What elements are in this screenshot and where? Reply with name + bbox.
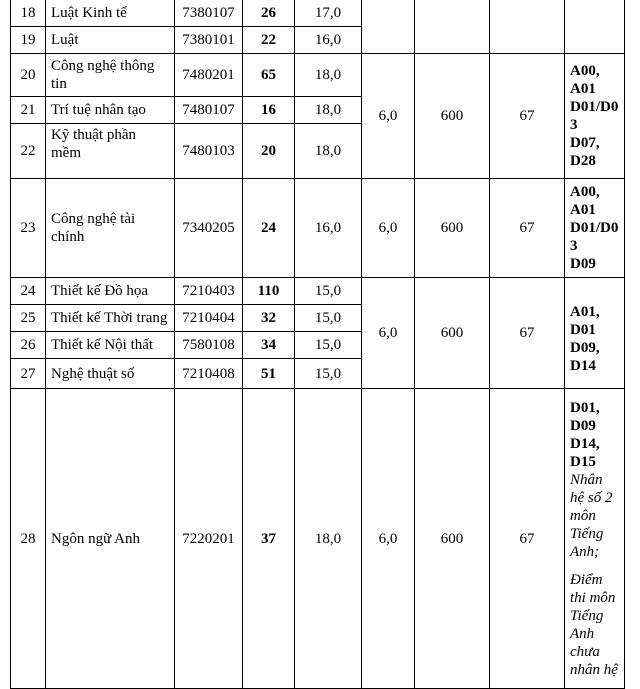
combo-line: 3	[570, 117, 578, 133]
min-score: 17,0	[295, 0, 362, 27]
admissions-table	[10, 0, 625, 689]
major-name: Nghệ thuật số	[46, 359, 175, 389]
percent-value: 67	[490, 389, 565, 689]
threshold-score: 600	[415, 389, 490, 689]
combo-line: D01/D0	[570, 220, 619, 236]
combo-line: D07,	[570, 135, 600, 151]
combo-line: D01,	[570, 399, 600, 416]
quota: 22	[243, 27, 295, 54]
combo-line: D01	[570, 322, 596, 338]
table-row	[11, 389, 625, 689]
min-score: 15,0	[295, 359, 362, 389]
subject-combination	[565, 278, 625, 389]
empty-cell	[490, 0, 565, 54]
table-row	[11, 54, 625, 97]
major-name: Luật	[46, 27, 175, 54]
major-code: 7210404	[175, 305, 243, 332]
major-name: Thiết kế Nội thất	[46, 332, 175, 359]
major-code: 7380107	[175, 0, 243, 27]
quota: 26	[243, 0, 295, 27]
table-row	[11, 0, 625, 27]
combo-line: A01	[570, 81, 596, 97]
subject-min-score: 6,0	[362, 278, 415, 389]
major-code: 7210403	[175, 278, 243, 305]
major-name: Trí tuệ nhân tạo	[46, 97, 175, 124]
row-number: 28	[11, 389, 46, 689]
quota: 37	[243, 389, 295, 689]
empty-cell	[362, 0, 415, 54]
major-name: Công nghệ tài chính	[46, 179, 175, 278]
row-number: 24	[11, 278, 46, 305]
major-code: 7340205	[175, 179, 243, 278]
combo-line: A00,	[570, 63, 600, 79]
major-code: 7380101	[175, 27, 243, 54]
min-score: 16,0	[295, 27, 362, 54]
major-code: 7480103	[175, 124, 243, 179]
min-score: 15,0	[295, 278, 362, 305]
combo-line: D01/D0	[570, 99, 619, 115]
quota: 51	[243, 359, 295, 389]
threshold-score: 600	[415, 54, 490, 179]
major-code: 7220201	[175, 389, 243, 689]
row-number: 22	[11, 124, 46, 179]
major-name: Thiết kế Thời trang	[46, 305, 175, 332]
combo-line: D28	[570, 153, 596, 169]
weighting-note: Nhân hệ số 2 môn Tiếng Anh;	[570, 471, 613, 560]
major-code: 7580108	[175, 332, 243, 359]
quota: 110	[243, 278, 295, 305]
percent-value: 67	[490, 179, 565, 278]
subject-combination	[565, 179, 625, 278]
quota: 16	[243, 97, 295, 124]
major-name: Kỹ thuật phần mềm	[46, 124, 175, 179]
row-number: 25	[11, 305, 46, 332]
empty-cell	[415, 0, 490, 54]
threshold-score: 600	[415, 278, 490, 389]
major-code: 7480107	[175, 97, 243, 124]
row-number: 27	[11, 359, 46, 389]
combo-line: D09	[570, 417, 596, 434]
min-score: 16,0	[295, 179, 362, 278]
combo-line: A00,	[570, 184, 600, 200]
combo-line: D09,	[570, 340, 600, 356]
quota: 20	[243, 124, 295, 179]
percent-value: 67	[490, 278, 565, 389]
min-score: 15,0	[295, 305, 362, 332]
row-number: 26	[11, 332, 46, 359]
major-name: Luật Kinh tế	[46, 0, 175, 27]
table-row	[11, 278, 625, 305]
min-score: 15,0	[295, 332, 362, 359]
major-name: Công nghệ thông tin	[46, 54, 175, 97]
major-name: Thiết kế Đồ họa	[46, 278, 175, 305]
combo-line: D14,	[570, 435, 600, 452]
subject-combination	[565, 54, 625, 179]
subject-min-score: 6,0	[362, 54, 415, 179]
subject-combination	[565, 389, 625, 689]
min-score: 18,0	[295, 54, 362, 97]
percent-value: 67	[490, 54, 565, 179]
subject-min-score: 6,0	[362, 389, 415, 689]
combo-line: A01,	[570, 304, 600, 320]
combo-line: 3	[570, 238, 578, 254]
row-number: 23	[11, 179, 46, 278]
row-number: 19	[11, 27, 46, 54]
row-number: 21	[11, 97, 46, 124]
major-code: 7480201	[175, 54, 243, 97]
min-score: 18,0	[295, 389, 362, 689]
combo-line: A01	[570, 202, 596, 218]
quota: 24	[243, 179, 295, 278]
min-score: 18,0	[295, 97, 362, 124]
table-row	[11, 179, 625, 278]
row-number: 18	[11, 0, 46, 27]
threshold-score: 600	[415, 179, 490, 278]
min-score: 18,0	[295, 124, 362, 179]
combo-line: D09	[570, 256, 596, 272]
exam-score-note: Điểm thi môn Tiếng Anh chưa nhân hệ	[570, 571, 618, 678]
subject-min-score: 6,0	[362, 179, 415, 278]
quota: 32	[243, 305, 295, 332]
major-code: 7210408	[175, 359, 243, 389]
empty-cell	[565, 0, 625, 54]
major-name: Ngôn ngữ Anh	[46, 389, 175, 689]
quota: 65	[243, 54, 295, 97]
combo-line: D14	[570, 358, 596, 374]
row-number: 20	[11, 54, 46, 97]
combo-line: D15	[570, 453, 596, 470]
quota: 34	[243, 332, 295, 359]
